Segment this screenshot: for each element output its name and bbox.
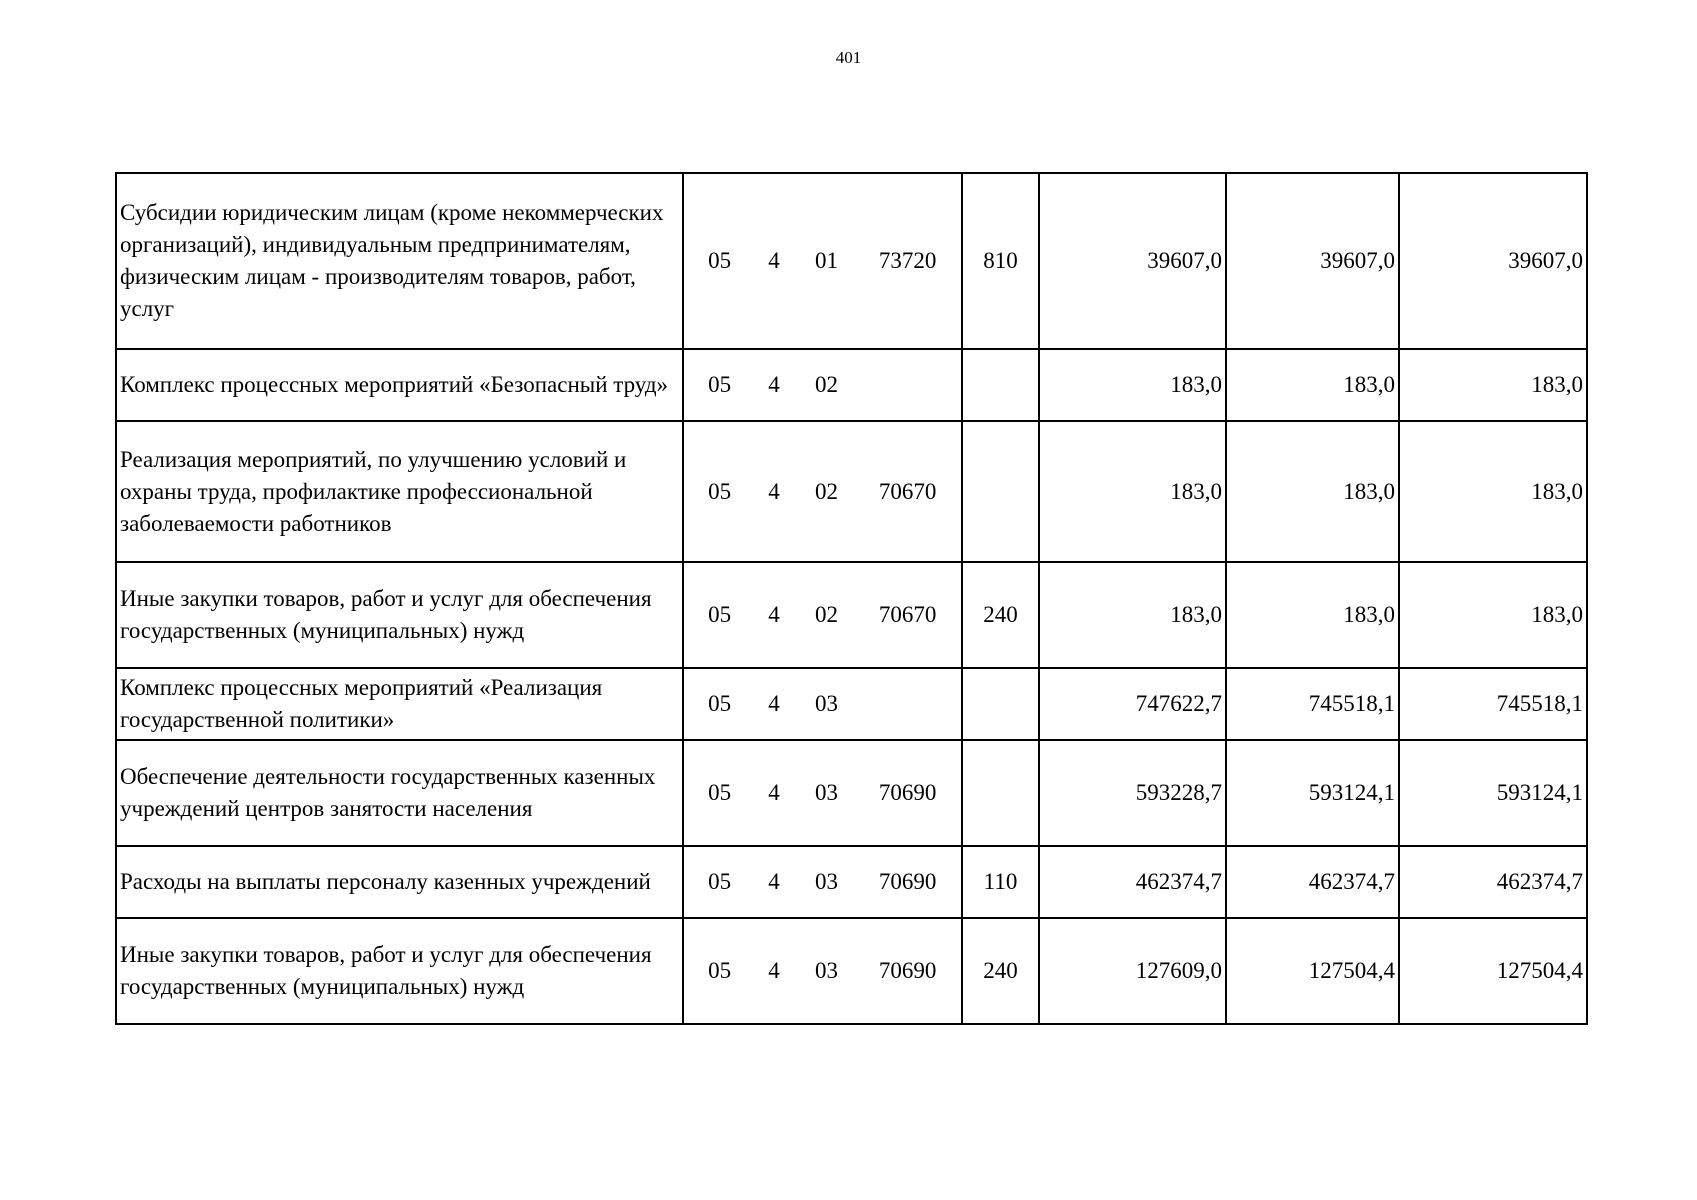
program-code: 4 <box>768 248 780 273</box>
row-name: Иные закупки товаров, работ и услуг для обеспечения государственных (муниципальных) нужд <box>116 918 683 1024</box>
amount-1: 183,0 <box>1039 349 1226 421</box>
row-name: Обеспечение деятельности государственных казенных учреждений центров занятости населения <box>116 740 683 846</box>
amount-2: 39607,0 <box>1226 173 1399 349</box>
section-code: 05 <box>708 372 732 397</box>
code-cell <box>683 668 962 740</box>
amount-3: 39607,0 <box>1399 173 1587 349</box>
amount-2: 183,0 <box>1226 349 1399 421</box>
amount-3: 462374,7 <box>1399 846 1587 918</box>
table-row <box>116 421 1587 562</box>
table-row <box>116 668 1587 740</box>
code-cell <box>683 918 962 1024</box>
direction-code: 70690 <box>878 869 937 894</box>
subprogram-code: 03 <box>814 780 838 805</box>
row-name: Комплекс процессных мероприятий «Безопасный труд» <box>116 349 683 421</box>
section-code: 05 <box>708 869 732 894</box>
subprogram-code: 02 <box>814 478 838 504</box>
amount-1: 593228,7 <box>1039 740 1226 846</box>
amount-3: 183,0 <box>1399 562 1587 668</box>
amount-1: 462374,7 <box>1039 846 1226 918</box>
expense-type-code <box>962 668 1039 740</box>
subprogram-code: 03 <box>814 869 838 894</box>
budget-table <box>115 172 1588 1025</box>
table-row <box>116 349 1587 421</box>
table-row <box>116 846 1587 918</box>
amount-1: 183,0 <box>1039 421 1226 562</box>
row-name: Субсидии юридическим лицам (кроме некоммерческих организаций), индивидуальным предпринимателям, физическим лицам - производителям товаров, работ, услуг <box>116 173 683 349</box>
section-code: 05 <box>708 248 732 273</box>
program-code: 4 <box>768 869 780 894</box>
amount-2: 127504,4 <box>1226 918 1399 1024</box>
program-code: 4 <box>768 372 780 397</box>
amount-1: 39607,0 <box>1039 173 1226 349</box>
expense-type-code: 240 <box>962 918 1039 1024</box>
table-row <box>116 740 1587 846</box>
code-cell <box>683 740 962 846</box>
program-code: 4 <box>768 478 780 504</box>
direction-code: 73720 <box>878 248 937 273</box>
code-cell <box>683 349 962 421</box>
expense-type-code <box>962 740 1039 846</box>
table-row <box>116 562 1587 668</box>
amount-2: 593124,1 <box>1226 740 1399 846</box>
amount-3: 593124,1 <box>1399 740 1587 846</box>
amount-1: 183,0 <box>1039 562 1226 668</box>
amount-2: 183,0 <box>1226 421 1399 562</box>
row-name: Комплекс процессных мероприятий «Реализация государственной политики» <box>116 668 683 740</box>
amount-1: 127609,0 <box>1039 918 1226 1024</box>
expense-type-code <box>962 421 1039 562</box>
section-code: 05 <box>708 780 732 805</box>
code-cell <box>683 562 962 668</box>
program-code: 4 <box>768 958 780 983</box>
code-cell <box>683 421 962 562</box>
table-row <box>116 173 1587 349</box>
section-code: 05 <box>708 602 732 627</box>
program-code: 4 <box>768 780 780 805</box>
amount-3: 183,0 <box>1399 349 1587 421</box>
table-row <box>116 918 1587 1024</box>
amount-3: 127504,4 <box>1399 918 1587 1024</box>
amount-1: 747622,7 <box>1039 668 1226 740</box>
amount-2: 183,0 <box>1226 562 1399 668</box>
code-cell <box>683 173 962 349</box>
expense-type-code: 240 <box>962 562 1039 668</box>
section-code: 05 <box>708 691 732 716</box>
expense-type-code: 110 <box>962 846 1039 918</box>
page-number: 401 <box>835 48 862 67</box>
row-name: Расходы на выплаты персоналу казенных учреждений <box>116 846 683 918</box>
code-cell <box>683 846 962 918</box>
expense-type-code: 810 <box>962 173 1039 349</box>
program-code: 4 <box>768 691 780 716</box>
amount-3: 745518,1 <box>1399 668 1587 740</box>
direction-code: 70670 <box>878 602 937 627</box>
direction-code: 70690 <box>878 958 937 983</box>
row-name: Реализация мероприятий, по улучшению условий и охраны труда, профилактике профессиональной заболеваемости работников <box>116 421 683 562</box>
subprogram-code: 01 <box>814 248 838 273</box>
subprogram-code: 02 <box>814 372 838 397</box>
program-code: 4 <box>768 602 780 627</box>
direction-code: 70690 <box>878 780 937 805</box>
section-code: 05 <box>708 958 732 983</box>
subprogram-code: 02 <box>814 602 838 627</box>
amount-3: 183,0 <box>1399 421 1587 562</box>
subprogram-code: 03 <box>814 691 838 716</box>
row-name: Иные закупки товаров, работ и услуг для обеспечения государственных (муниципальных) нужд <box>116 562 683 668</box>
subprogram-code: 03 <box>814 958 838 983</box>
amount-2: 462374,7 <box>1226 846 1399 918</box>
direction-code: 70670 <box>878 478 937 504</box>
amount-2: 745518,1 <box>1226 668 1399 740</box>
expense-type-code <box>962 349 1039 421</box>
section-code: 05 <box>708 478 732 504</box>
